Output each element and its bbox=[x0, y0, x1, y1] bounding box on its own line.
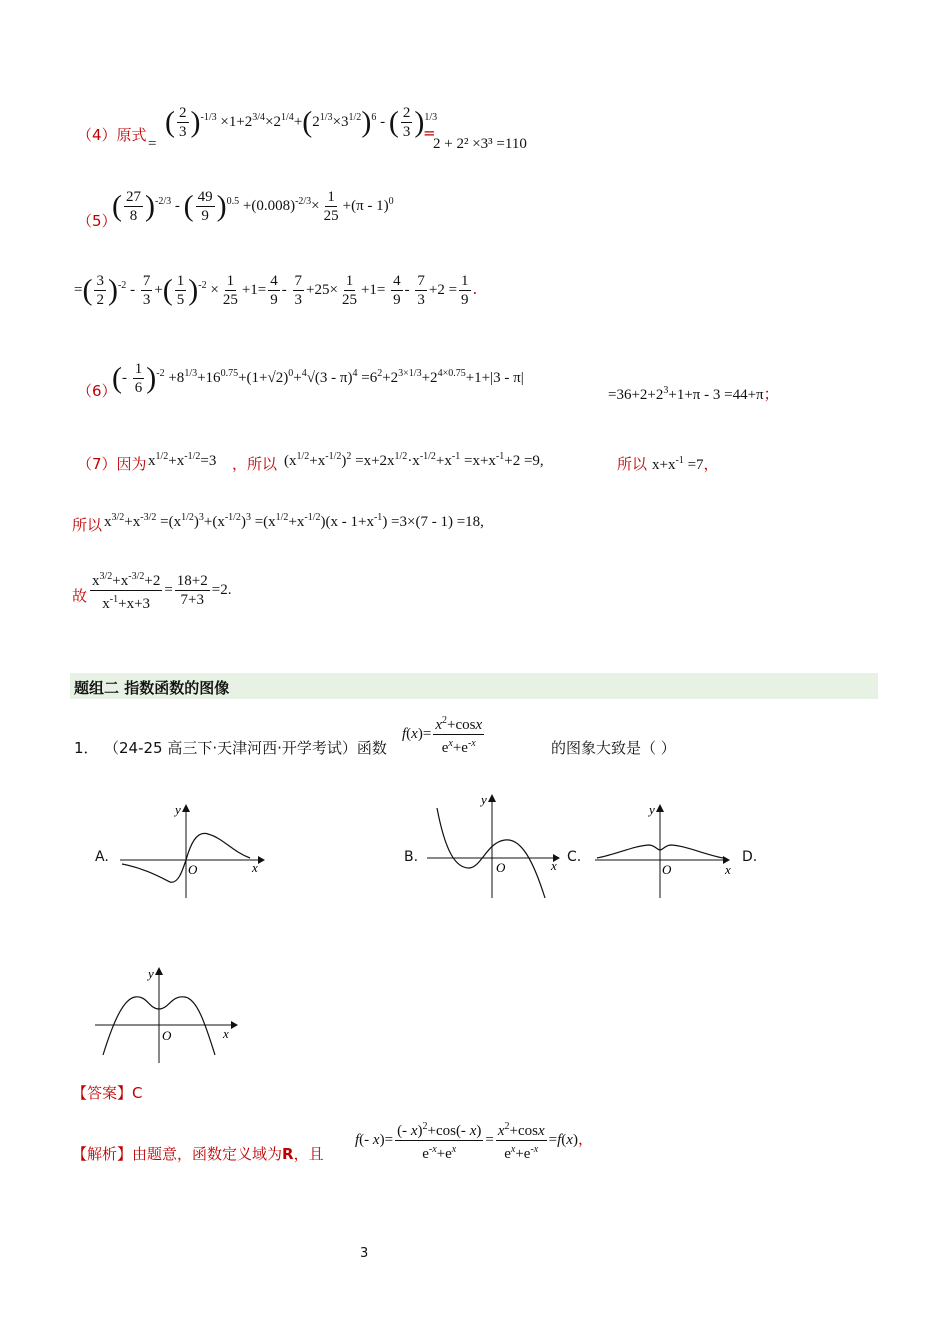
question-number: 1． bbox=[74, 739, 99, 757]
step-9-expression: $\frac{x^{3/2}+x^{-3/2}+2}{x^{-1}+x+3}$ = $\frac{18+2}{7+3}$ =2. bbox=[88, 568, 231, 613]
option-a-label[interactable]: A. bbox=[95, 849, 109, 865]
svg-text:y: y bbox=[481, 792, 487, 807]
svg-text:O: O bbox=[496, 860, 506, 875]
svg-text:O: O bbox=[662, 862, 672, 877]
section-title: 题组二 指数函数的图像 bbox=[74, 679, 230, 697]
step-4-label: （4）原式 bbox=[77, 126, 147, 144]
answer-line: 【答案】C bbox=[72, 1084, 143, 1102]
option-c-graph[interactable] bbox=[593, 800, 738, 900]
question-source: （24-25 高三下·天津河西·开学考试）函数 bbox=[104, 739, 387, 757]
question-function: f(x)= $\frac{x^2+\cos x}{e^x+e^{-x}}$ bbox=[402, 712, 486, 757]
step-7-result: $x+x^{-1} =7$， bbox=[652, 455, 719, 473]
svg-text:O: O bbox=[162, 1028, 172, 1043]
option-b-graph[interactable] bbox=[425, 790, 565, 900]
option-d-label[interactable]: D. bbox=[742, 849, 758, 865]
step-4-eq-sign: = bbox=[148, 136, 157, 152]
answer-value: C bbox=[132, 1084, 143, 1102]
svg-text:x: x bbox=[551, 858, 557, 873]
analysis-line: 【解析】由题意，函数定义域为R，且 bbox=[72, 1145, 324, 1163]
step-4-expression: ( $\frac{2}{3}$ )$^{-1/3} \times 1+2^{3/4}\times 2^{1/4}+(2^{1/3}\times 3^{1/2})^6$ - ( $\frac{2}{3}$ )$^{1/3}$ bbox=[165, 105, 438, 140]
option-c-label[interactable]: C. bbox=[567, 849, 582, 865]
option-b-label[interactable]: B. bbox=[404, 849, 419, 865]
option-a-graph[interactable] bbox=[118, 800, 268, 900]
svg-text:x: x bbox=[252, 860, 258, 875]
svg-text:y: y bbox=[649, 802, 655, 817]
step-7-given: $x^{1/2}+x^{-1/2}=3$ bbox=[148, 451, 217, 469]
step-7-square: $(x^{1/2}+x^{-1/2})^2 =x+2x^{1/2}\cdot x^{-1/2}+x^{-1} =x+x^{-1}+2 =9$, bbox=[284, 451, 544, 469]
svg-text:O: O bbox=[188, 862, 198, 877]
step-5-label: （5） bbox=[77, 212, 117, 230]
step-6-expression: (- $\frac{1}{6}$ )$^{-2} +8^{1/3}+16^{0.75}+(1+√2)^0+^4√(3 - \pi)^4 =6^2+2^{3\times 1/3}+2^{4\times 0.75}+1+|3 - \pi|$ bbox=[112, 361, 524, 396]
option-d-graph[interactable] bbox=[93, 963, 243, 1073]
step-7-label: （7）因为 bbox=[77, 455, 147, 473]
analysis-formula: f(- x)= $\frac{(- x)^2+\cos(- x)}{e^{-x}+e^x}$ = $\frac{x^2+\cos x}{e^x+e^{-x}}$ =f(x)， bbox=[355, 1118, 593, 1163]
step-4-result: 2 + 2² ×3³ =110 bbox=[433, 136, 527, 152]
svg-text:x: x bbox=[223, 1026, 229, 1041]
page-number: 3 bbox=[360, 1246, 369, 1261]
step-8-expression: $x^{3/2}+x^{-3/2} =(x^{1/2})^3+(x^{-1/2})^3 =(x^{1/2}+x^{-1/2})(x - 1+x^{-1}) =3\times(7 - 1) =18$, bbox=[104, 512, 484, 530]
step-5-expression: ( $\frac{27}{8}$ )$^{-2/3}$ - ( $\frac{49}{9}$ )$^{0.5} +(0.008)^{-2/3}\times$ $\frac{1}{25}$ +(π - 1)$^0$ bbox=[112, 189, 394, 224]
svg-text:y: y bbox=[148, 966, 154, 981]
svg-text:y: y bbox=[175, 802, 181, 817]
question-suffix: 的图象大致是（ ） bbox=[551, 739, 676, 757]
step-6-result: $=36+2+2^3+1+\pi - 3 =44+\pi$； bbox=[608, 385, 779, 403]
step-5-simplification: =( $\frac{3}{2}$ )$^{-2}$ - $\frac{7}{3}$ +( $\frac{1}{5}$ )$^{-2}$ × $\frac{1}{25}$ +1= $\frac{4}{9}$ - $\frac{7}{3}$ +25× $\frac{1}{25}$ +1= $\frac{4}{9}$ - $\frac{7}{3}$ +2 = $\frac{1}{9}$ . bbox=[74, 273, 478, 308]
svg-text:x: x bbox=[725, 862, 731, 877]
